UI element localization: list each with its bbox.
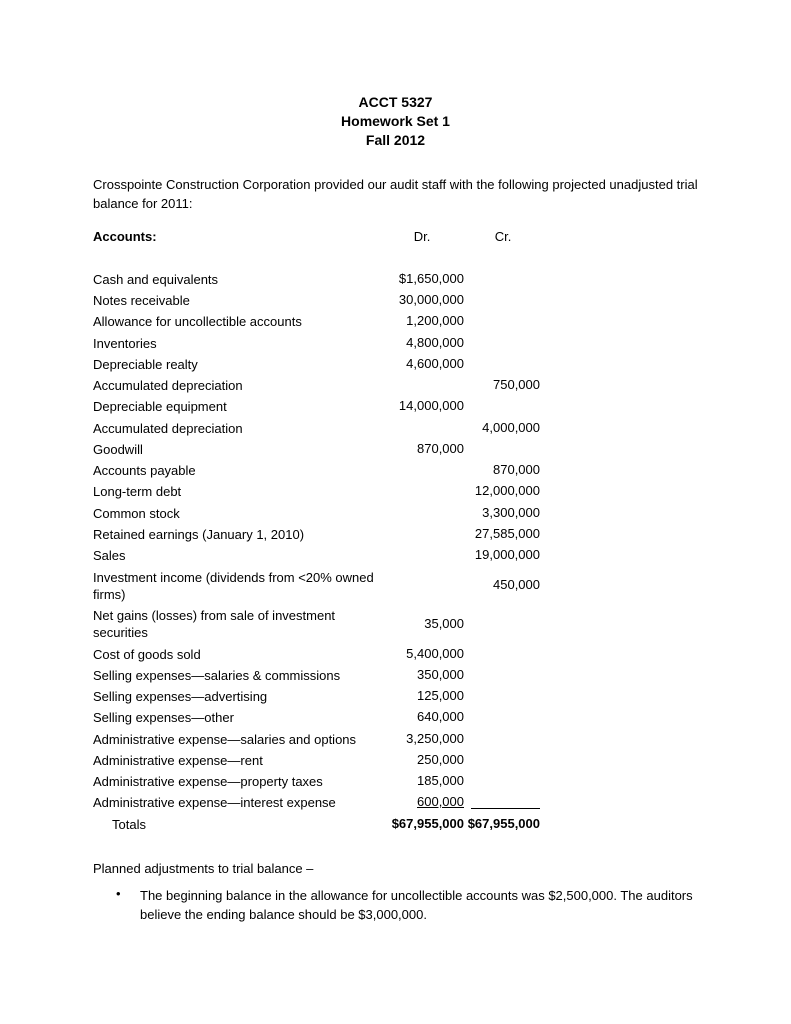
debit-amount: 4,800,000	[406, 335, 464, 350]
table-row	[0, 440, 791, 461]
debit-total: $67,955,000	[391, 816, 464, 831]
table-row	[0, 504, 791, 525]
credit-amount: 870,000	[493, 462, 540, 477]
credit-total: $67,955,000	[467, 816, 540, 831]
account-name: Administrative expense—salaries and options	[93, 732, 357, 747]
credit-amount: 12,000,000	[474, 483, 540, 498]
table-row	[0, 606, 791, 644]
account-name: Sales	[93, 548, 126, 563]
account-name: Administrative expense—rent	[93, 753, 263, 768]
credit-underline	[471, 808, 540, 809]
table-row	[0, 730, 791, 751]
credit-amount: 3,300,000	[482, 505, 540, 520]
account-name: Investment income (dividends from <20% owned firms)	[93, 570, 374, 602]
account-name: Administrative expense—interest expense	[93, 795, 336, 810]
adjustment-item: The beginning balance in the allowance for uncollectible accounts was $2,500,000. The auditors believe the ending balance should be $3,000,000.	[140, 888, 693, 922]
course-title: ACCT 5327	[358, 94, 433, 110]
debit-amount: 125,000	[417, 688, 464, 703]
account-name: Notes receivable	[93, 293, 190, 308]
table-row	[0, 334, 791, 355]
accounts-column-header: Accounts:	[93, 229, 157, 244]
bullet-marker: •	[116, 886, 121, 901]
account-name: Selling expenses—advertising	[93, 689, 268, 704]
account-name: Depreciable equipment	[93, 399, 227, 414]
debit-amount: 30,000,000	[398, 292, 464, 307]
account-name: Selling expenses—salaries & commissions	[93, 668, 341, 683]
debit-amount: 640,000	[417, 709, 464, 724]
account-name: Administrative expense—property taxes	[93, 774, 323, 789]
debit-amount: 250,000	[417, 752, 464, 767]
credit-amount: 19,000,000	[474, 547, 540, 562]
table-row	[0, 419, 791, 440]
intro-paragraph: Crosspointe Construction Corporation provided our audit staff with the following projected unadjusted trial balance for 2011:	[93, 177, 698, 211]
debit-amount: 3,250,000	[406, 731, 464, 746]
table-row	[0, 772, 791, 793]
table-row	[0, 546, 791, 567]
term-title: Fall 2012	[365, 132, 426, 148]
table-row	[0, 355, 791, 376]
debit-amount: 14,000,000	[398, 398, 464, 413]
account-name: Retained earnings (January 1, 2010)	[93, 527, 305, 542]
account-name: Selling expenses—other	[93, 710, 234, 725]
debit-amount: 870,000	[417, 441, 464, 456]
table-row	[0, 376, 791, 397]
account-name: Accumulated depreciation	[93, 378, 243, 393]
table-row	[0, 397, 791, 418]
table-row	[0, 525, 791, 546]
document-title-block	[0, 93, 791, 150]
totals-row	[0, 815, 791, 836]
debit-amount: 4,600,000	[406, 356, 464, 371]
debit-column-header: Dr.	[413, 229, 431, 244]
debit-amount: 600,000	[417, 794, 464, 809]
debit-amount: $1,650,000	[398, 271, 464, 286]
table-row	[0, 708, 791, 729]
table-row	[0, 482, 791, 503]
account-name: Net gains (losses) from sale of investment securities	[93, 608, 336, 640]
credit-amount: 750,000	[493, 377, 540, 392]
debit-amount: 185,000	[417, 773, 464, 788]
table-row	[0, 645, 791, 666]
debit-amount: 5,400,000	[406, 646, 464, 661]
table-row	[0, 751, 791, 772]
account-name: Depreciable realty	[93, 357, 198, 372]
totals-label: Totals	[112, 817, 146, 832]
account-name: Cost of goods sold	[93, 647, 201, 662]
debit-amount: 1,200,000	[406, 313, 464, 328]
table-row	[0, 666, 791, 687]
account-name: Common stock	[93, 506, 180, 521]
account-name: Long-term debt	[93, 484, 182, 499]
table-row	[0, 687, 791, 708]
assignment-title: Homework Set 1	[341, 113, 450, 129]
table-row	[0, 461, 791, 482]
debit-amount: 350,000	[417, 667, 464, 682]
adjustments-heading: Planned adjustments to trial balance –	[93, 861, 314, 876]
account-name: Goodwill	[93, 442, 143, 457]
account-name: Inventories	[93, 336, 157, 351]
credit-amount: 4,000,000	[482, 420, 540, 435]
account-name: Cash and equivalents	[93, 272, 219, 287]
table-row	[0, 270, 791, 291]
table-row	[0, 568, 791, 606]
table-row	[0, 793, 791, 814]
account-name: Accounts payable	[93, 463, 196, 478]
account-name: Allowance for uncollectible accounts	[93, 314, 302, 329]
credit-column-header: Cr.	[494, 229, 512, 244]
credit-amount: 27,585,000	[474, 526, 540, 541]
table-row	[0, 312, 791, 333]
debit-amount: 35,000	[424, 616, 464, 631]
credit-amount: 450,000	[493, 577, 540, 592]
account-name: Accumulated depreciation	[93, 421, 243, 436]
table-row	[0, 291, 791, 312]
